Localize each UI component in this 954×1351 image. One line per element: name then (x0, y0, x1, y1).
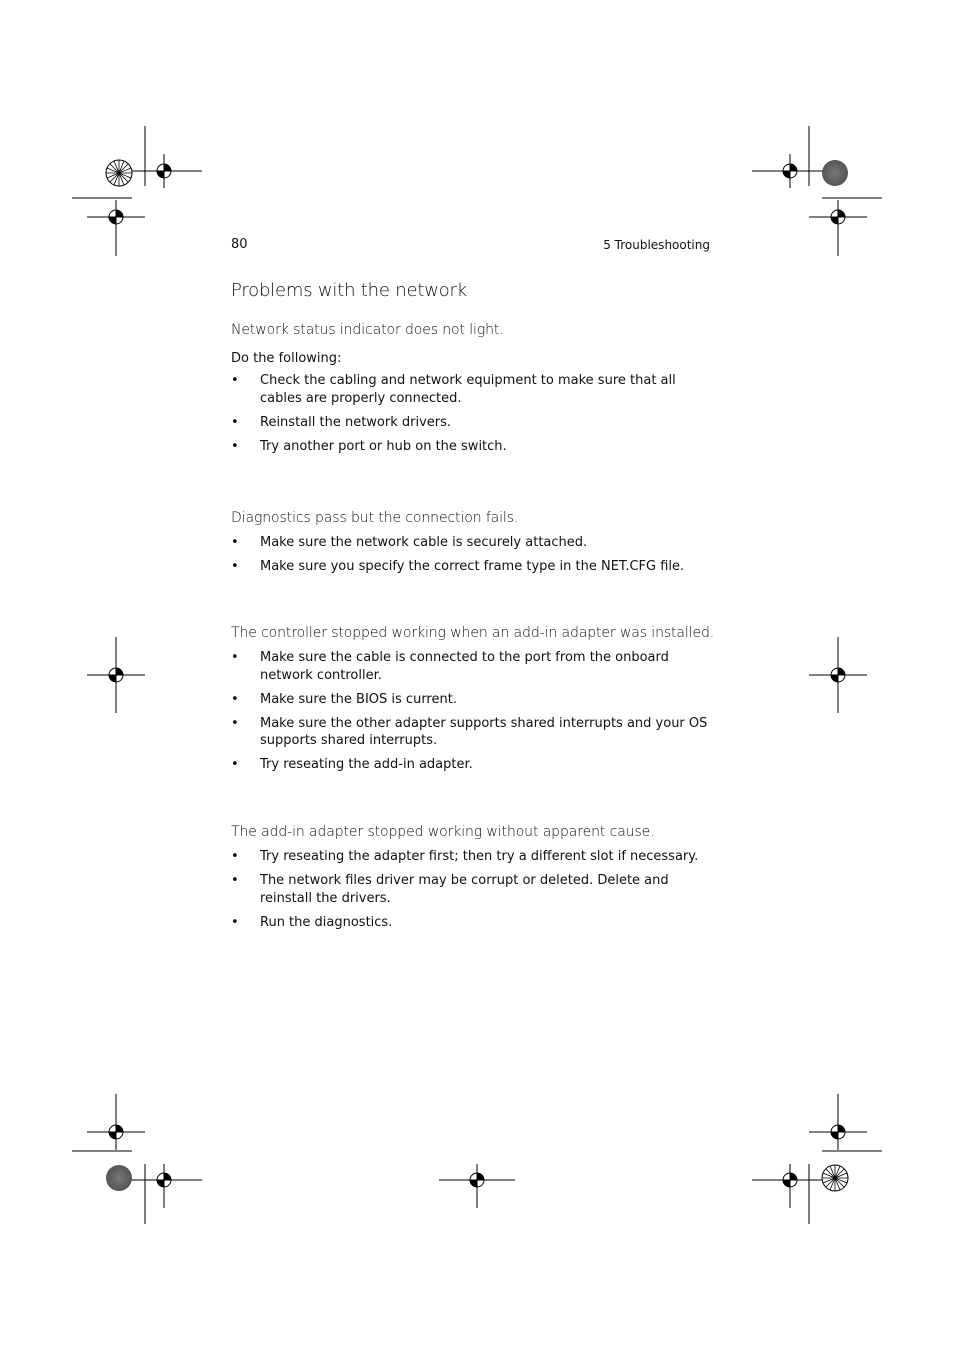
list-item (231, 872, 711, 907)
intro-text: Do the following: (231, 351, 342, 366)
bullet: • (231, 849, 239, 864)
list-item (231, 649, 711, 684)
list-item-text: Make sure the other adapter supports shared interrupts and your OS supports shared interrupts. (260, 715, 708, 748)
list-item (231, 691, 711, 709)
section-heading: Diagnostics pass but the connection fails. (231, 510, 519, 526)
bullet: • (231, 438, 239, 454)
bullet-list (231, 848, 711, 931)
section-controller (231, 625, 721, 780)
section-heading: The controller stopped working when an add-in adapter was installed. (231, 625, 715, 641)
bullet: • (231, 873, 239, 888)
bullet: • (231, 535, 239, 550)
list-item-text: Try reseating the adapter first; then try a different slot if necessary. (260, 849, 699, 864)
list-item-text: Make sure the network cable is securely attached. (260, 535, 588, 550)
section-diagnostics (231, 510, 711, 582)
section-heading: Network status indicator does not light. (231, 322, 504, 338)
page-number: 80 (231, 237, 248, 252)
bullet: • (231, 914, 239, 930)
list-item (231, 715, 711, 750)
bullet-list (231, 649, 711, 774)
list-item-text: Make sure you specify the correct frame type in the NET.CFG file. (260, 559, 685, 574)
list-item (231, 756, 711, 774)
list-item-text: Try another port or hub on the switch. (260, 438, 507, 454)
bullet-list (231, 534, 711, 576)
bullet: • (231, 715, 239, 731)
chapter-heading: 5 Troubleshooting (603, 238, 710, 252)
list-item-text: Make sure the cable is connected to the port from the onboard network controller. (260, 650, 669, 683)
bullet: • (231, 414, 239, 430)
bullet: • (231, 559, 239, 574)
page-title: Problems with the network (231, 280, 467, 301)
section-add-in-adapter (231, 824, 721, 938)
gray-target-icon (106, 1165, 132, 1191)
list-item (231, 372, 711, 407)
list-item-text: Check the cabling and network equipment to make sure that all cables are properly connected. (260, 373, 676, 406)
list-item (231, 534, 711, 552)
list-item (231, 558, 711, 576)
section-status-indicator (231, 322, 711, 462)
gray-target-icon (822, 160, 848, 186)
list-item-text: Run the diagnostics. (260, 914, 393, 930)
bullet-list (231, 372, 711, 455)
list-item (231, 414, 711, 432)
bullet: • (231, 650, 239, 665)
bullet: • (231, 757, 239, 772)
list-item-text: Reinstall the network drivers. (260, 414, 452, 430)
bullet: • (231, 373, 239, 388)
bullet: • (231, 691, 239, 707)
list-item (231, 438, 711, 456)
list-item-text: Try reseating the add-in adapter. (260, 757, 473, 772)
list-item-text: The network files driver may be corrupt or deleted. Delete and reinstall the drivers. (260, 873, 669, 906)
star-target-icon (822, 1165, 848, 1191)
list-item (231, 848, 711, 866)
list-item (231, 914, 711, 932)
list-item-text: Make sure the BIOS is current. (260, 691, 457, 707)
star-target-icon (106, 160, 132, 186)
section-heading: The add-in adapter stopped working without apparent cause. (231, 824, 655, 840)
